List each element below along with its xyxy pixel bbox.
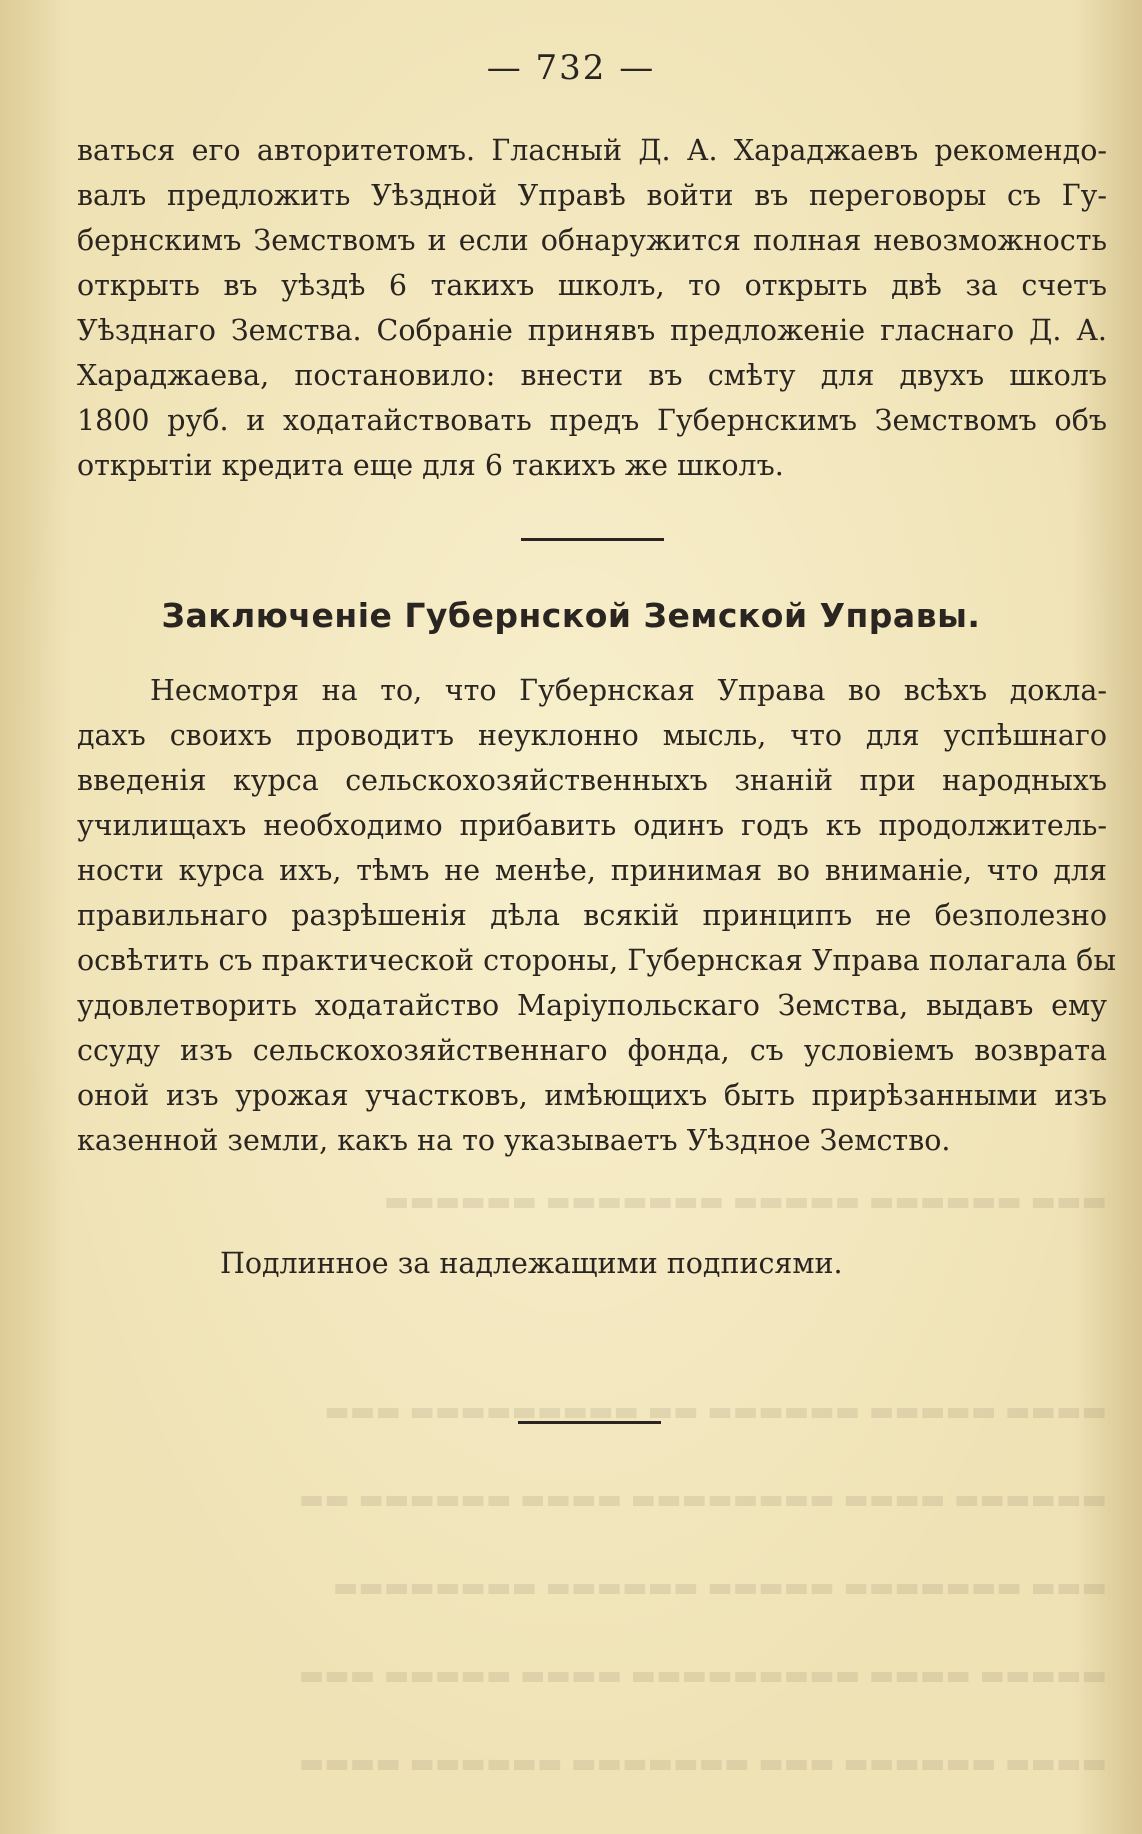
text-line: 1800 руб. и ходатайствовать предъ Губернскимъ Земствомъ объ	[77, 404, 1107, 437]
text-line: освѣтить съ практической стороны, Губернская Управа полагала бы	[77, 944, 1116, 977]
text-line: оной изъ урожая участковъ, имѣющихъ быть прирѣзанными изъ	[77, 1079, 1107, 1112]
bleed-through-texture: ▬▬▬▬▬ ▬▬▬▬ ▬▬▬▬▬▬▬▬▬ ▬▬▬▬ ▬▬▬▬▬ ▬▬▬	[298, 1660, 1107, 1691]
bleed-through-texture: ▬▬▬▬▬▬ ▬▬▬▬ ▬▬▬▬▬▬▬▬ ▬▬▬▬ ▬▬▬▬▬▬ ▬▬	[298, 1484, 1107, 1515]
text-line: ваться его авторитетомъ. Гласный Д. А. Хараджаевъ рекомендо-	[77, 134, 1107, 167]
section-divider	[521, 538, 664, 541]
text-line: ссуду изъ сельскохозяйственнаго фонда, съ условіемъ возврата	[77, 1034, 1107, 1067]
text-line: ности курса ихъ, тѣмъ не менѣе, принимая во вниманіе, что для	[77, 854, 1107, 887]
section-heading: Заключеніе Губернской Земской Управы.	[161, 596, 981, 635]
text-line: введенія курса сельскохозяйственныхъ знаній при народныхъ	[77, 764, 1107, 797]
text-line: открыть въ уѣздѣ 6 такихъ школъ, то открыть двѣ за счетъ	[77, 269, 1107, 302]
text-line: казенной земли, какъ на то указываетъ Уѣздное Земство.	[77, 1124, 951, 1157]
text-line: дахъ своихъ проводитъ неуклонно мысль, что для успѣшнаго	[77, 719, 1107, 752]
closing-divider	[518, 1421, 661, 1424]
bleed-through-texture: ▬▬▬▬ ▬▬▬▬▬▬ ▬▬▬ ▬▬▬▬▬▬▬ ▬▬▬▬▬▬ ▬▬▬▬	[298, 1748, 1107, 1779]
text-line: правильнаго разрѣшенія дѣла всякій принципъ не безполезно	[77, 899, 1107, 932]
text-line: Несмотря на то, что Губернская Управа во всѣхъ докла-	[150, 674, 1107, 707]
text-line: бернскимъ Земствомъ и если обнаружится полная невозможность	[77, 224, 1107, 257]
page-number: — 732 —	[486, 48, 656, 88]
text-line: удовлетворить ходатайство Маріупольскаго Земства, выдавъ ему	[77, 989, 1107, 1022]
bleed-through-texture: ▬▬▬ ▬▬▬▬▬▬▬ ▬▬▬▬▬ ▬▬▬▬▬▬ ▬▬▬▬▬▬▬▬	[332, 1572, 1107, 1603]
text-line: Хараджаева, постановило: внести въ смѣту для двухъ школъ	[77, 359, 1107, 392]
text-line: открытіи кредита еще для 6 такихъ же школъ.	[77, 449, 784, 482]
text-line: валъ предложить Уѣздной Управѣ войти въ переговоры съ Гу-	[77, 179, 1107, 212]
text-line: Уѣзднаго Земства. Собраніе принявъ предложеніе гласнаго Д. А.	[77, 314, 1107, 347]
bleed-through-texture: ▬▬▬ ▬▬▬▬▬▬ ▬▬▬▬▬ ▬▬▬▬▬▬▬ ▬▬▬▬▬▬	[383, 1186, 1107, 1217]
text-line: училищахъ необходимо прибавить одинъ годъ къ продолжитель-	[77, 809, 1107, 842]
signature-line: Подлинное за надлежащими подписями.	[220, 1247, 843, 1280]
bleed-through-texture: ▬▬▬▬ ▬▬▬▬▬ ▬▬▬▬▬▬ ▬▬ ▬▬▬▬▬▬▬▬▬ ▬▬▬	[324, 1396, 1107, 1427]
